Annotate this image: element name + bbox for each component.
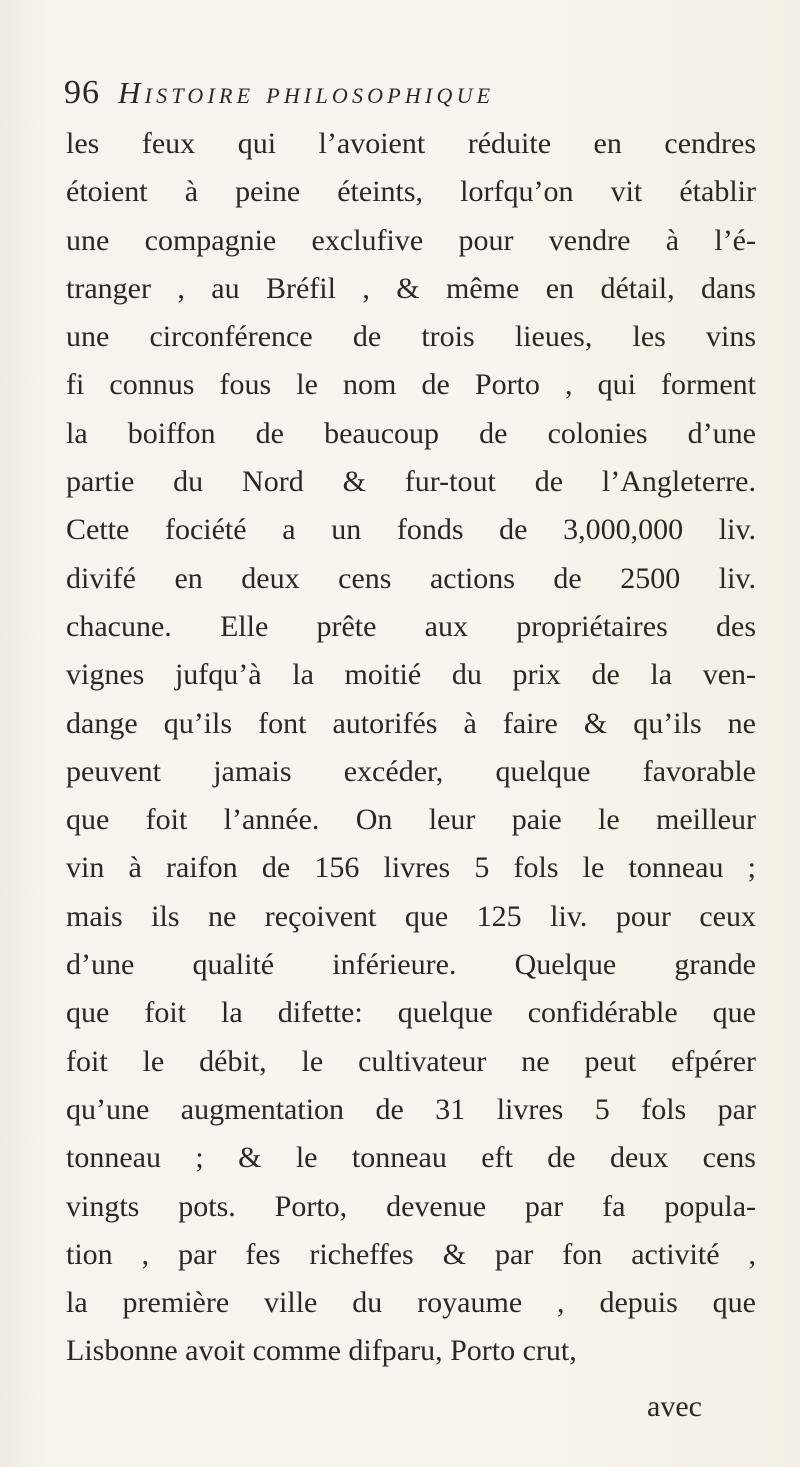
- page-number: 96: [64, 74, 100, 111]
- text-line: tranger , au Bréfil , & même en détail, dans: [66, 271, 756, 305]
- text-line: divifé en deux cens actions de 2500 liv.: [66, 561, 756, 595]
- text-line: la boiffon de beaucoup de colonies d’une: [66, 416, 756, 450]
- text-line: vingts pots. Porto, devenue par fa popula-: [66, 1189, 756, 1223]
- text-line: tion , par fes richeffes & par fon activité ,: [66, 1237, 756, 1271]
- text-line: chacune. Elle prête aux propriétaires des: [66, 609, 756, 643]
- text-line: vin à raifon de 156 livres 5 fols le tonneau ;: [66, 851, 756, 885]
- text-line: une compagnie exclufive pour vendre à l’é-: [66, 223, 756, 257]
- text-line: tonneau ; & le tonneau eft de deux cens: [66, 1141, 756, 1175]
- running-title: Histoire philosophique: [118, 75, 495, 110]
- text-line: dange qu’ils font autorifés à faire & qu’ils ne: [66, 706, 756, 740]
- text-line: que foit l’année. On leur paie le meilleur: [66, 803, 756, 837]
- body-text: [66, 120, 756, 1376]
- text-line: Lisbonne avoit comme difparu, Porto crut,: [66, 1334, 577, 1368]
- text-line: mais ils ne reçoivent que 125 liv. pour ceux: [66, 899, 756, 933]
- text-line: la première ville du royaume , depuis que: [66, 1286, 756, 1320]
- text-line: qu’une augmentation de 31 livres 5 fols par: [66, 1092, 756, 1126]
- text-line: les feux qui l’avoient réduite en cendres: [66, 127, 756, 160]
- text-line: partie du Nord & fur-tout de l’Angleterre.: [66, 465, 756, 499]
- running-header: [64, 74, 754, 122]
- text-line: foit le débit, le cultivateur ne peut efpérer: [66, 1044, 756, 1078]
- text-line: une circonférence de trois lieues, les vins: [66, 320, 756, 354]
- text-line: étoient à peine éteints, lorfqu’on vit établir: [66, 175, 756, 209]
- text-line: que foit la difette: quelque confidérable que: [66, 996, 756, 1030]
- catchword: avec: [647, 1390, 702, 1423]
- text-line: vignes jufqu’à la moitié du prix de la ven-: [66, 658, 756, 692]
- text-line: Cette fociété a un fonds de 3,000,000 liv.: [66, 513, 756, 547]
- text-line: peuvent jamais excéder, quelque favorable: [66, 754, 756, 788]
- text-line: d’une qualité inférieure. Quelque grande: [66, 948, 756, 982]
- text-line: fi connus fous le nom de Porto , qui forment: [66, 368, 756, 402]
